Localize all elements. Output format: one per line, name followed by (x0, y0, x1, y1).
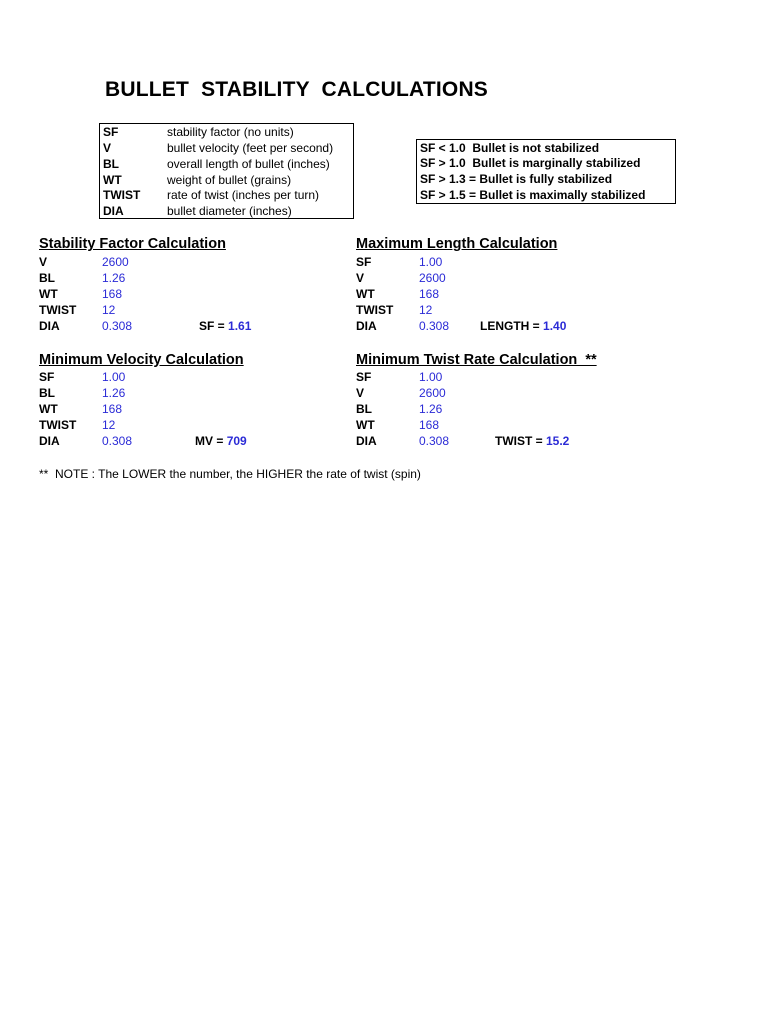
input-label: WT (39, 287, 58, 301)
input-value[interactable]: 1.00 (419, 255, 443, 269)
result-sf (199, 318, 251, 334)
result-value: 1.40 (543, 319, 567, 333)
input-value[interactable]: 1.26 (419, 402, 443, 416)
result-label: SF = (199, 319, 229, 333)
legend-abbr: BL (103, 157, 119, 171)
input-label: DIA (356, 434, 377, 448)
stability-factor-section (39, 235, 339, 335)
input-value[interactable]: 2600 (419, 271, 446, 285)
minimum-twist-section (356, 351, 676, 451)
stability-guide-row: SF > 1.3 = Bullet is fully stabilized (420, 172, 613, 186)
input-value[interactable]: 12 (102, 418, 116, 432)
input-label: BL (356, 402, 372, 416)
input-value[interactable]: 1.00 (419, 370, 443, 384)
result-value: 1.61 (228, 319, 252, 333)
twist-note: ** NOTE : The LOWER the number, the HIGHER the rate of twist (spin) (39, 467, 421, 481)
result-label: TWIST = (495, 434, 546, 448)
result-twist (495, 433, 569, 449)
input-label: WT (39, 402, 58, 416)
input-label: V (356, 271, 365, 285)
legend-desc: overall length of bullet (inches) (167, 157, 330, 171)
legend-abbr: SF (103, 125, 119, 139)
input-label: V (39, 255, 48, 269)
input-value[interactable]: 168 (419, 418, 440, 432)
input-label: WT (356, 287, 375, 301)
legend-desc: bullet diameter (inches) (167, 204, 292, 218)
input-label: V (356, 386, 365, 400)
page-title: BULLET STABILITY CALCULATIONS (105, 78, 489, 101)
section-title: Maximum Length Calculation (356, 236, 558, 252)
input-value[interactable]: 0.308 (102, 319, 133, 333)
input-value[interactable]: 2600 (102, 255, 129, 269)
legend-desc: stability factor (no units) (167, 125, 294, 139)
legend-abbr: V (103, 141, 112, 155)
stability-guide-row: SF > 1.0 Bullet is marginally stabilized (420, 156, 641, 170)
input-label: DIA (39, 434, 60, 448)
input-label: SF (39, 370, 55, 384)
input-label: TWIST (39, 303, 77, 317)
result-mv (195, 433, 247, 449)
input-label: BL (39, 271, 55, 285)
stability-guide-box (416, 139, 676, 204)
stability-guide-row: SF < 1.0 Bullet is not stabilized (420, 141, 600, 155)
input-value[interactable]: 1.26 (102, 271, 126, 285)
input-label: SF (356, 370, 372, 384)
maximum-length-section (356, 235, 676, 335)
result-label: LENGTH = (480, 319, 544, 333)
section-title: Stability Factor Calculation (39, 236, 226, 252)
legend-desc: weight of bullet (grains) (167, 173, 292, 187)
legend-desc: rate of twist (inches per turn) (167, 188, 320, 202)
legend-desc: bullet velocity (feet per second) (167, 141, 334, 155)
input-label: SF (356, 255, 372, 269)
input-label: TWIST (356, 303, 394, 317)
input-label: TWIST (39, 418, 77, 432)
legend-abbr: DIA (103, 204, 124, 218)
input-value[interactable]: 0.308 (419, 434, 450, 448)
input-value[interactable]: 2600 (419, 386, 446, 400)
input-value[interactable]: 0.308 (102, 434, 133, 448)
input-value[interactable]: 168 (419, 287, 440, 301)
input-value[interactable]: 12 (102, 303, 116, 317)
legend-abbr: WT (103, 173, 122, 187)
input-value[interactable]: 168 (102, 402, 123, 416)
result-label: MV = (195, 434, 227, 448)
result-value: 15.2 (546, 434, 570, 448)
input-label: BL (39, 386, 55, 400)
minimum-velocity-section (39, 351, 339, 451)
result-value: 709 (226, 434, 247, 448)
input-label: DIA (39, 319, 60, 333)
variable-legend-box (99, 123, 354, 219)
section-title: Minimum Twist Rate Calculation ** (356, 352, 597, 368)
input-label: WT (356, 418, 375, 432)
input-value[interactable]: 1.26 (102, 386, 126, 400)
stability-guide-row: SF > 1.5 = Bullet is maximally stabilized (420, 188, 646, 202)
input-value[interactable]: 1.00 (102, 370, 126, 384)
input-value[interactable]: 168 (102, 287, 123, 301)
input-label: DIA (356, 319, 377, 333)
input-value[interactable]: 12 (419, 303, 433, 317)
input-value[interactable]: 0.308 (419, 319, 450, 333)
result-length (480, 318, 566, 334)
legend-abbr: TWIST (103, 188, 141, 202)
section-title: Minimum Velocity Calculation (39, 352, 244, 368)
